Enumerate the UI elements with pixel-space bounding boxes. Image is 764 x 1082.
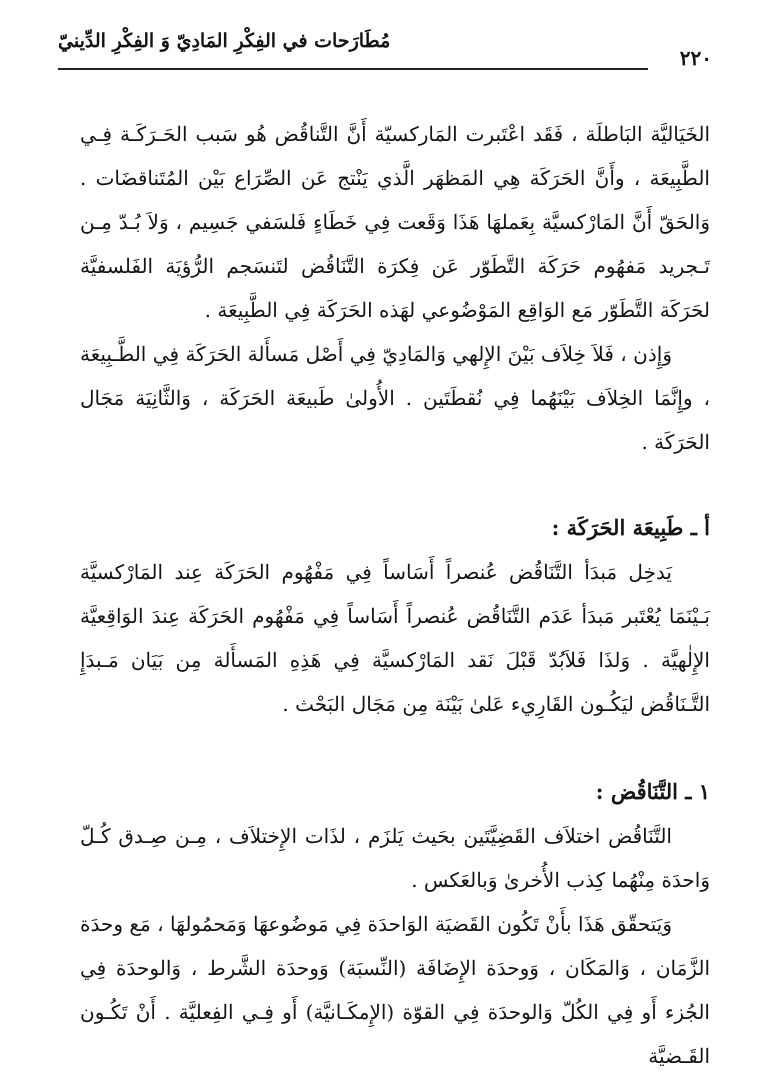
section-heading-1: ١ ـ التَّنَاقُض :: [595, 779, 710, 804]
page-number: ٢٢٠: [679, 46, 712, 70]
section-spacer: [80, 464, 710, 506]
paragraph-2: وَإِذن ، فَلاَ خِلاَف بَيْنَ الإِلهي وَالمَادِيّ فِي أَصْل مَسأَلة الحَرَكَة فِي الطَّـبِيعَة ، وإِنَّمَا الخِلاَف بَيْنَهُما فِي نُقطَتَين . الأُولىٰ طَبيعَة الحَرَكَة ، وَالثَّانِيَة مَجَال الحَرَكَة .: [80, 342, 710, 454]
page-body: [80, 112, 710, 1078]
paragraph-1: الخَيَاليَّة البَاطلَة ، فَقَد اعْتَبرت المَاركسيّة أَنَّ التَّناقُض هُو سَبب الحَـرَكَـة فِـي الطَّبِيعَة ، وأَنَّ الحَرَكَة هِي المَظهَر الَّذي يَنْتج عَن الصِّرَاع بَيْن المُتَناقضَات . وَالحَقّ أَنَّ المَارْكسيَّة بِعَملهَا هَذَا وَقَعت فِي خَطَاءٍ فَلسَفي جَسِيم ، وَلاَ بُـدّ مِـن تَـجريد مَفهُوم حَرَكَة التَّطَوّر عَن فِكرَة التَّنَاقُض لتَنسَجم الرُّؤيَة الفَلسفيَّة لحَرَكَة التَّطَوّر مَع الوَاقِع المَوْضُوعي لهَذه الحَرَكَة فِي الطَّبِيعَة .: [80, 122, 710, 322]
page-header: [58, 30, 712, 70]
section-heading-a: أ ـ طَبِيعَة الحَرَكَة :: [551, 515, 710, 540]
section-spacer: [80, 726, 710, 770]
paragraph-5: وَيَتحقّق هَذَا بأَنْ تَكُون القَضيَة الوَاحدَة فِي مَوضُوعهَا وَمَحمُولهَا ، مَع وحدَة الزَّمَان ، وَالمَكَان ، وَوحدَة الإِضَافَة (النِّسبَة) وَوحدَة الشَّرط ، وَالوحدَة فِي الجُزء أَو فِي الكُلّ وَالوحدَة فِي القوّة (الإِمكَـانيَّة) أَو فِـي الفِعليَّة . أَنْ تَكُـون القَـضيَّة: [80, 912, 710, 1068]
paragraph-4: التَّنَاقُض اختلاَف القَضِيَّتَين بحَيث يَلزَم ، لذَات الإِختلاَف ، مِـن صِـدق كُـلّ وَاحدَة مِنْهُما كِذب الأُخرىٰ وَبالعَكس .: [80, 824, 710, 892]
header-rule: [58, 68, 648, 70]
paragraph-3: يَدخِل مَبدَأ التَّنَاقُض عُنصراً أَسَاساً فِي مَفْهُوم الحَرَكَة عِند المَارْكسيَّة بَـيْنَمَا يُعْتَبر مَبدَأ عَدَم التَّنَاقُض عُنصراً أَسَاساً فِي مَفْهُوم الحَرَكَة عِندَ الوَاقِعيَّة الإِلٰهيَّة . وَلذَا فَلاَبُدّ قَبْلَ نَقد المَارْكسيَّة فِي هَذِهِ المَسأَلة مِن بَيَان مَـبدَإِ التَّـنَاقُض ليَكُـون القَارِيء عَلىٰ بَيْنَة مِن مَجَال البَحْث .: [80, 560, 710, 716]
running-title: مُطَارَحات في الفِكْرِ المَادِيّ وَ الفِكْرِ الدِّينيّ: [58, 30, 391, 52]
